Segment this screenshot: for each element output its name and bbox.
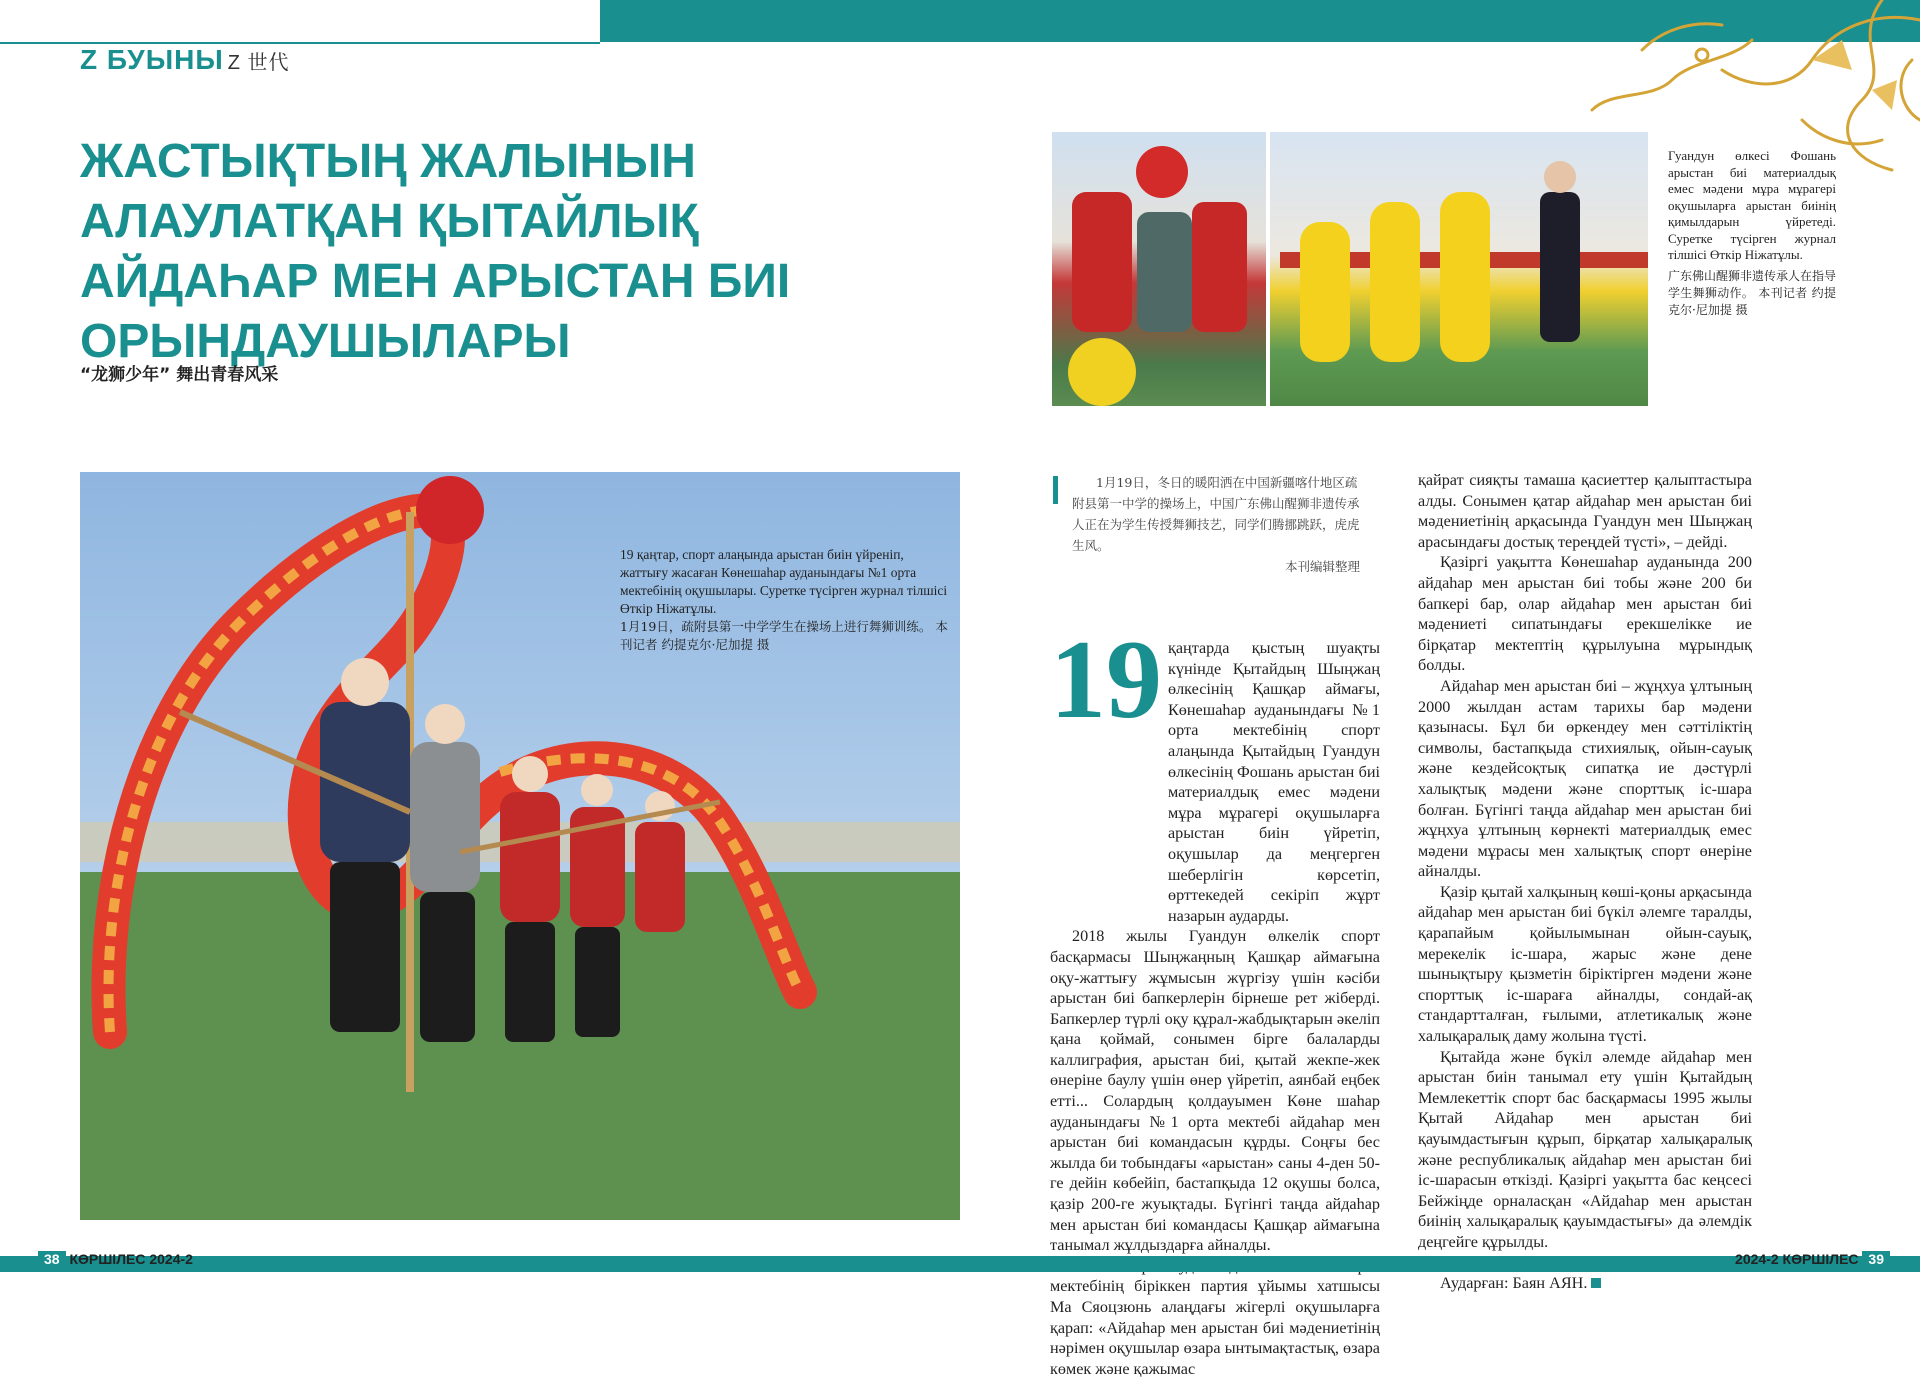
article-title [80, 132, 960, 372]
intro-credit: 本刊编辑整理 [1284, 559, 1360, 574]
paragraph: 2018 жылы Гуандун өлкелік спорт басқармасы Шыңжаңның Қашқар аймағына оқу-жаттығу жұмысын жүргізу үшін кәсіби арыстан биі бапкерлерін бірнеше рет жіберді. Бапкерлер түрлі оқу құрал-жабдықтарын әкеліп қана қоймай, сонымен бірге балаларды каллиграфия, арыстан биі, қытай жекпе-жек өнеріне баулу үшін өнер үйретіп, аянбай еңбек етті... Солардың қолдауымен Көне шаһар ауданындағы №1 орта мектебі айдаһар мен арыстан биі командасын құрды. Соңғы бес жылда би тобындағы «арыстан» саны 4-ден 50-ге дейін көбейіп, бастапқыда 12 оқушы болса, қазір 200-ге жуықтады. Бүгінгі таңда айдаһар мен арыстан биі командасы Қашқар аймағына танымал жұлдыздарға айналды. [1050, 927, 1380, 1255]
translator-text: Аударған: Баян АЯН. [1440, 1274, 1588, 1293]
page-number-left: 38 [38, 1251, 66, 1267]
paragraph-text: қаңтарда қыстың шуақты күнінде Қытайдың Шыңжаң өлкесінің Қашқар аймағы, Көнешаһар ауданындағы №1 орта мектебінің спорт алаңында Қытайдың Гуандун өлкесінің Фошань арыстан биі материалдық емес мәдени мұра мұрагері оқушыларға арыстан биін үйретіп, оқушылар да меңгерген шеберлігін көрсетіп, өрттекедей секіріп жұрт назарын аударды. [1168, 639, 1380, 925]
top-photo-caption [1668, 148, 1836, 319]
paragraph: Қазір қытай халқының көші-қоны арқасында айдаһар мен арыстан биі бүкіл әлемге таралды, қарапайым қойылымынан ойын-сауық, мерекелік іс-шара, жарыс және дене шынықтыру қызметін біріктірген мәдени және спорттық іс-шараға айналды, сондай-ақ стандартталған, ғылыми, атлетикалық және халықаралық даму жолына түсті. [1418, 882, 1752, 1046]
footer-left [38, 1251, 193, 1267]
title-line: ОРЫНДАУШЫЛАРЫ [80, 315, 571, 368]
intro-summary-zh [1050, 472, 1360, 577]
paragraph: мектебінің біріккен партия ұйымы хатшысы Ма Сяоцзюнь алаңдағы жігерлі оқушыларға қарап: «Айдаһар мен арыстан биі мәдениетінің нәрімен оқушылар өзара ынтымақтастық, өзара көмек және қажымас [1050, 1277, 1380, 1378]
caption-zh: 1月19日，疏附县第一中学学生在操场上进行舞狮训练。 本刊记者 约提克尔·尼加提 摄 [620, 619, 948, 652]
photo-lion-dance-lesson-1 [1052, 132, 1266, 406]
paragraph [1050, 638, 1380, 926]
lion-dance-illustration-2 [1270, 132, 1648, 406]
drop-cap: 19 [1050, 618, 1162, 742]
translator-note [1418, 1273, 1752, 1294]
magazine-name-right: 2024-2 КӨРШІЛЕС [1735, 1251, 1859, 1267]
caption-kk: 19 қаңтар, спорт алаңында арыстан биін үйреніп, жаттығу жасаған Көнешаһар ауданындағы №1 орта мектебінің оқушылары. Суретке түсірген журнал тілшісі Өткір Ніжатұлы. [620, 547, 948, 616]
lion-dance-illustration-1 [1052, 132, 1266, 406]
section-label-kk: Z БУЫНЫ [80, 44, 224, 75]
title-line: ЖАСТЫҚТЫҢ ЖАЛЫНЫН [80, 135, 696, 188]
paragraph: Айдаһар мен арыстан биі – жұңхуа ұлтының 2000 жылдан астам тарихы бар мәдени қазынасы. Бұл би өркендеу мен сәттіліктің символы, бастапқыда стихиялық, ойын-сауық және кездейсоқтық сипатқа ие дәстүрлі халықтық мәдени және спорттық іс-шара болған. Бүгінгі таңда айдаһар мен арыстан биі жұңхуа ұлтының көрнекті материалдық емес мәдени мұрасы мен халықтық спорт өнеріне айналды. [1418, 676, 1752, 881]
footer-right [1735, 1251, 1890, 1267]
section-label-zh: Z 世代 [227, 52, 290, 74]
caption-kk: Гуандун өлкесі Фошань арыстан биі материалдық емес мәдени мұра мұрагері оқушыларға арыстан биінің қимылдарын үйретеді. Суретке түсірген журнал тілшісі Өткір Ніжатұлы. [1668, 148, 1836, 262]
title-line: АЛАУЛАТҚАН ҚЫТАЙЛЫҚ [80, 195, 699, 248]
page-number-right: 39 [1862, 1251, 1890, 1267]
caption-zh: 广东佛山醒狮非遗传承人在指导学生舞狮动作。 本刊记者 约提克尔·尼加提 摄 [1668, 268, 1837, 317]
main-photo-caption [620, 546, 950, 654]
article-column-2 [1418, 470, 1752, 1294]
intro-text: 1月19日，冬日的暖阳洒在中国新疆喀什地区疏附县第一中学的操场上，中国广东佛山醒狮非遗传承人正在为学生传授舞狮技艺，同学们腾挪跳跃，虎虎生风。 [1072, 475, 1360, 553]
section-label [80, 44, 290, 76]
title-line: АЙДАҺАР МЕН АРЫСТАН БИІ [80, 255, 791, 308]
paragraph: қайрат сияқты тамаша қасиеттер қалыптастыра алды. Сонымен қатар айдаһар мен арыстан биі мәдениетінің арқасында Гуандун мен Шыңжаң арасындағы достық тереңдей түсті», – дейді. [1418, 471, 1752, 551]
paragraph: Қытайда және бүкіл әлемде айдаһар мен арыстан биін танымал ету үшін Қытайдың Мемлекеттік спорт бас басқармасы 1995 жылы Қытай Айдаһар мен арыстан биі қауымдастығын құрып, бірқатар халықаралық және республикалық айдаһар мен арыстан биі іс-шарасын өткізді. Қазіргі уақытта бас кеңсесі Бейжіңде орналасқан «Айдаһар мен арыстан биінің халықаралық қауымдастығы» да әлемдік деңгейге құрылды. [1418, 1047, 1752, 1251]
end-square-icon [1591, 1278, 1601, 1288]
photo-lion-dance-lesson-2 [1270, 132, 1648, 406]
article-subtitle-zh: “龙狮少年” 舞出青春风采 [80, 365, 279, 385]
paragraph: Қазіргі уақытта Көнешаһар ауданында 200 айдаһар мен арыстан биі тобы және 200 би бапкері бар, олар айдаһар мен арыстан биі мәдениеті сипатындағы ерекшелікке ие бірқатар мектептің құрылуына мұрындық болды. [1418, 553, 1752, 675]
magazine-name-left: КӨРШІЛЕС 2024-2 [69, 1251, 193, 1267]
